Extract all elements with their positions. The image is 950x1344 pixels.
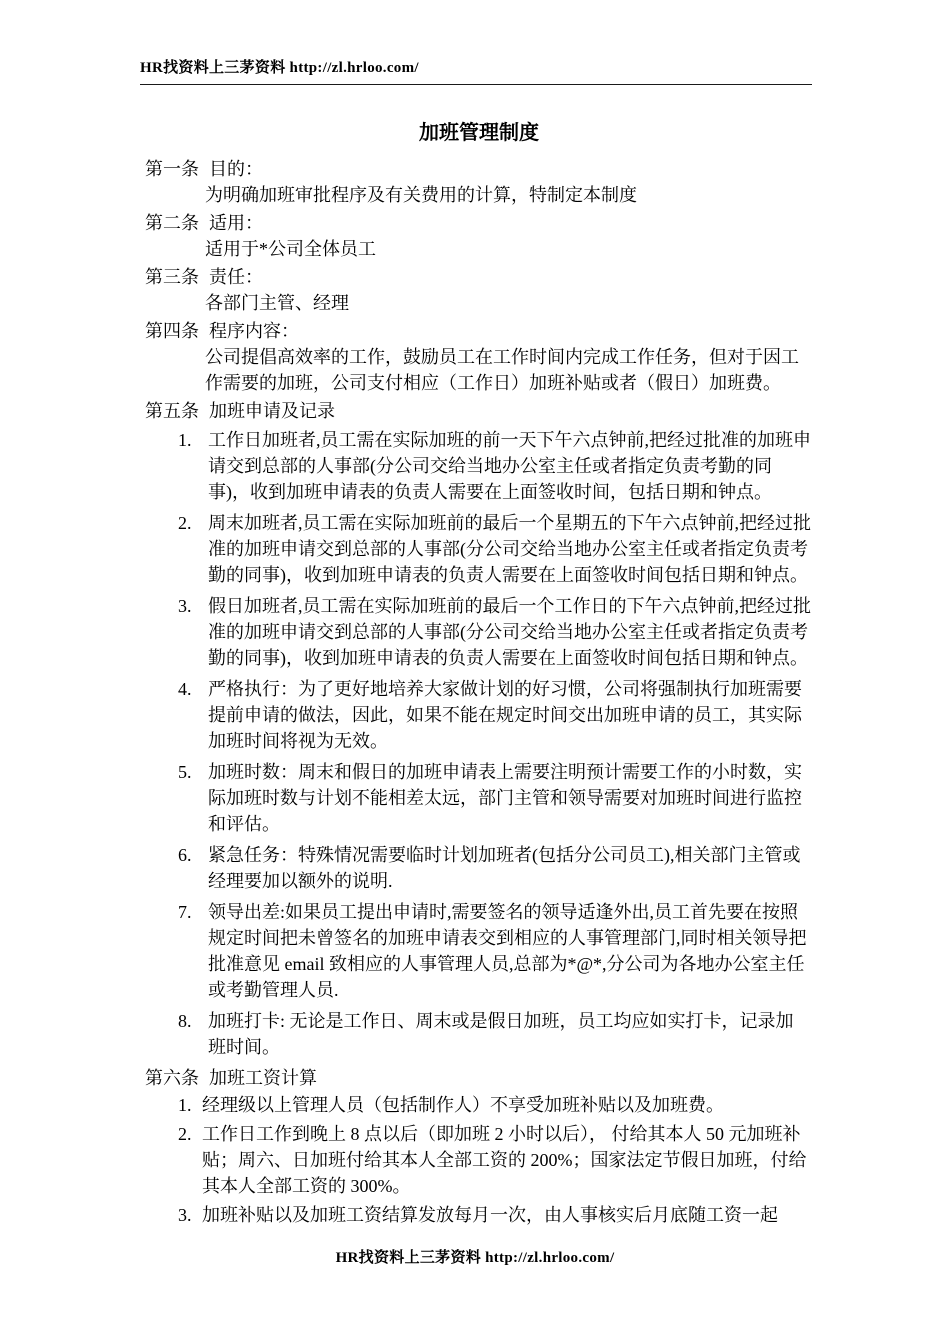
article-label: 第二条 xyxy=(145,213,199,233)
list-item xyxy=(145,676,813,754)
article-head xyxy=(145,264,813,290)
footer-watermark: HR找资料上三茅资料 http://zl.hrloo.com/ xyxy=(335,1250,615,1266)
list-item xyxy=(145,842,813,894)
article-label: 第三条 xyxy=(145,267,199,287)
list-item xyxy=(145,899,813,1003)
article-label: 第四条 xyxy=(145,321,199,341)
list-item-number: 1. xyxy=(178,1095,192,1115)
article-label: 第一条 xyxy=(145,159,199,179)
list-item-text: 紧急任务：特殊情况需要临时计划加班者(包括分公司员工),相关部门主管或经理要加以额外的说明. xyxy=(208,845,801,891)
list-item-number: 7. xyxy=(178,902,192,922)
list-item-text: 假日加班者,员工需在实际加班前的最后一个工作日的下午六点钟前,把经过批准的加班申请交到总部的人事部(分公司交给当地办公室主任或者指定负责考勤的同事)，收到加班申请表的负责人需要在上面签收时间包括日期和钟点。 xyxy=(208,596,811,668)
article-heading: 程序内容： xyxy=(209,321,299,341)
list-item-number: 2. xyxy=(178,1124,192,1144)
list-item-text: 加班时数：周末和假日的加班申请表上需要注明预计需要工作的小时数，实际加班时数与计划不能相差太远，部门主管和领导需要对加班时间进行监控和评估。 xyxy=(208,762,802,834)
list-item-number: 2. xyxy=(178,513,192,533)
article-scope xyxy=(145,210,813,262)
article-paragraph: 各部门主管、经理 xyxy=(205,293,349,313)
list-item-number: 4. xyxy=(178,679,192,699)
article-label: 第五条 xyxy=(145,401,199,421)
list-item xyxy=(145,1121,813,1199)
list-item xyxy=(145,593,813,671)
article-responsibility xyxy=(145,264,813,316)
header-divider xyxy=(140,84,812,85)
article-heading: 加班申请及记录 xyxy=(209,401,335,421)
list-item xyxy=(145,759,813,837)
list-item-text: 工作日加班者,员工需在实际加班的前一天下午六点钟前,把经过批准的加班申请交到总部的人事部(分公司交给当地办公室主任或者指定负责考勤的同事)，收到加班申请表的负责人需要在上面签收时间，包括日期和钟点。 xyxy=(208,430,811,502)
article-purpose xyxy=(145,156,813,208)
article-head xyxy=(145,1065,813,1091)
document-body xyxy=(145,118,813,1231)
page-footer xyxy=(0,1246,950,1267)
article-procedure xyxy=(145,318,813,396)
article-label: 第六条 xyxy=(145,1068,199,1088)
article-heading: 责任： xyxy=(209,267,263,287)
article-heading: 目的： xyxy=(209,159,263,179)
list-item-number: 3. xyxy=(178,596,192,616)
list-item-text: 经理级以上管理人员（包括制作人）不享受加班补贴以及加班费。 xyxy=(202,1095,724,1115)
list-item xyxy=(145,1202,813,1228)
list-item-text: 工作日工作到晚上 8 点以后（即加班 2 小时以后）， 付给其本人 50 元加班补贴；周六、日加班付给其本人全部工资的 200%；国家法定节假日加班，付给其本人全部工资的 300%。 xyxy=(202,1124,807,1196)
article-application-records xyxy=(145,398,813,1060)
list-item-text: 加班补贴以及加班工资结算发放每月一次，由人事核实后月底随工资一起 xyxy=(202,1205,778,1225)
article-head xyxy=(145,398,813,424)
list-item-number: 8. xyxy=(178,1011,192,1031)
list-item-number: 5. xyxy=(178,762,192,782)
article-heading: 适用： xyxy=(209,213,263,233)
list-item-text: 周末加班者,员工需在实际加班前的最后一个星期五的下午六点钟前,把经过批准的加班申请交到总部的人事部(分公司交给当地办公室主任或者指定负责考勤的同事)，收到加班申请表的负责人需要在上面签收时间包括日期和钟点。 xyxy=(208,513,811,585)
article-head xyxy=(145,210,813,236)
article-paragraph: 适用于*公司全体员工 xyxy=(205,239,376,259)
document-title: 加班管理制度 xyxy=(419,122,539,144)
list-item xyxy=(145,1008,813,1060)
article-paragraph: 公司提倡高效率的工作，鼓励员工在工作时间内完成工作任务，但对于因工作需要的加班，公司支付相应（工作日）加班补贴或者（假日）加班费。 xyxy=(205,347,799,393)
list-item-number: 3. xyxy=(178,1205,192,1225)
list-item xyxy=(145,1092,813,1118)
list-item-text: 严格执行：为了更好地培养大家做计划的好习惯，公司将强制执行加班需要提前申请的做法，因此，如果不能在规定时间交出加班申请的员工，其实际加班时间将视为无效。 xyxy=(208,679,802,751)
article-pay-calculation xyxy=(145,1065,813,1228)
article-paragraph: 为明确加班审批程序及有关费用的计算，特制定本制度 xyxy=(205,185,637,205)
article-head xyxy=(145,318,813,344)
list-item-number: 6. xyxy=(178,845,192,865)
list-item-text: 领导出差:如果员工提出申请时,需要签名的领导适逢外出,员工首先要在按照规定时间把未曾签名的加班申请表交到相应的人事管理部门,同时相关领导把批准意见 email 致相应的人事管理人员,总部为*@*,分公司为各地办公室主任或考勤管理人员. xyxy=(208,902,807,1000)
article-heading: 加班工资计算 xyxy=(209,1068,317,1088)
page-header xyxy=(140,56,812,85)
list-item-text: 加班打卡: 无论是工作日、周末或是假日加班，员工均应如实打卡，记录加班时间。 xyxy=(208,1011,794,1057)
list-item-number: 1. xyxy=(178,430,192,450)
article-head xyxy=(145,156,813,182)
list-item xyxy=(145,510,813,588)
list-item xyxy=(145,427,813,505)
header-watermark: HR找资料上三茅资料 http://zl.hrloo.com/ xyxy=(140,60,419,76)
